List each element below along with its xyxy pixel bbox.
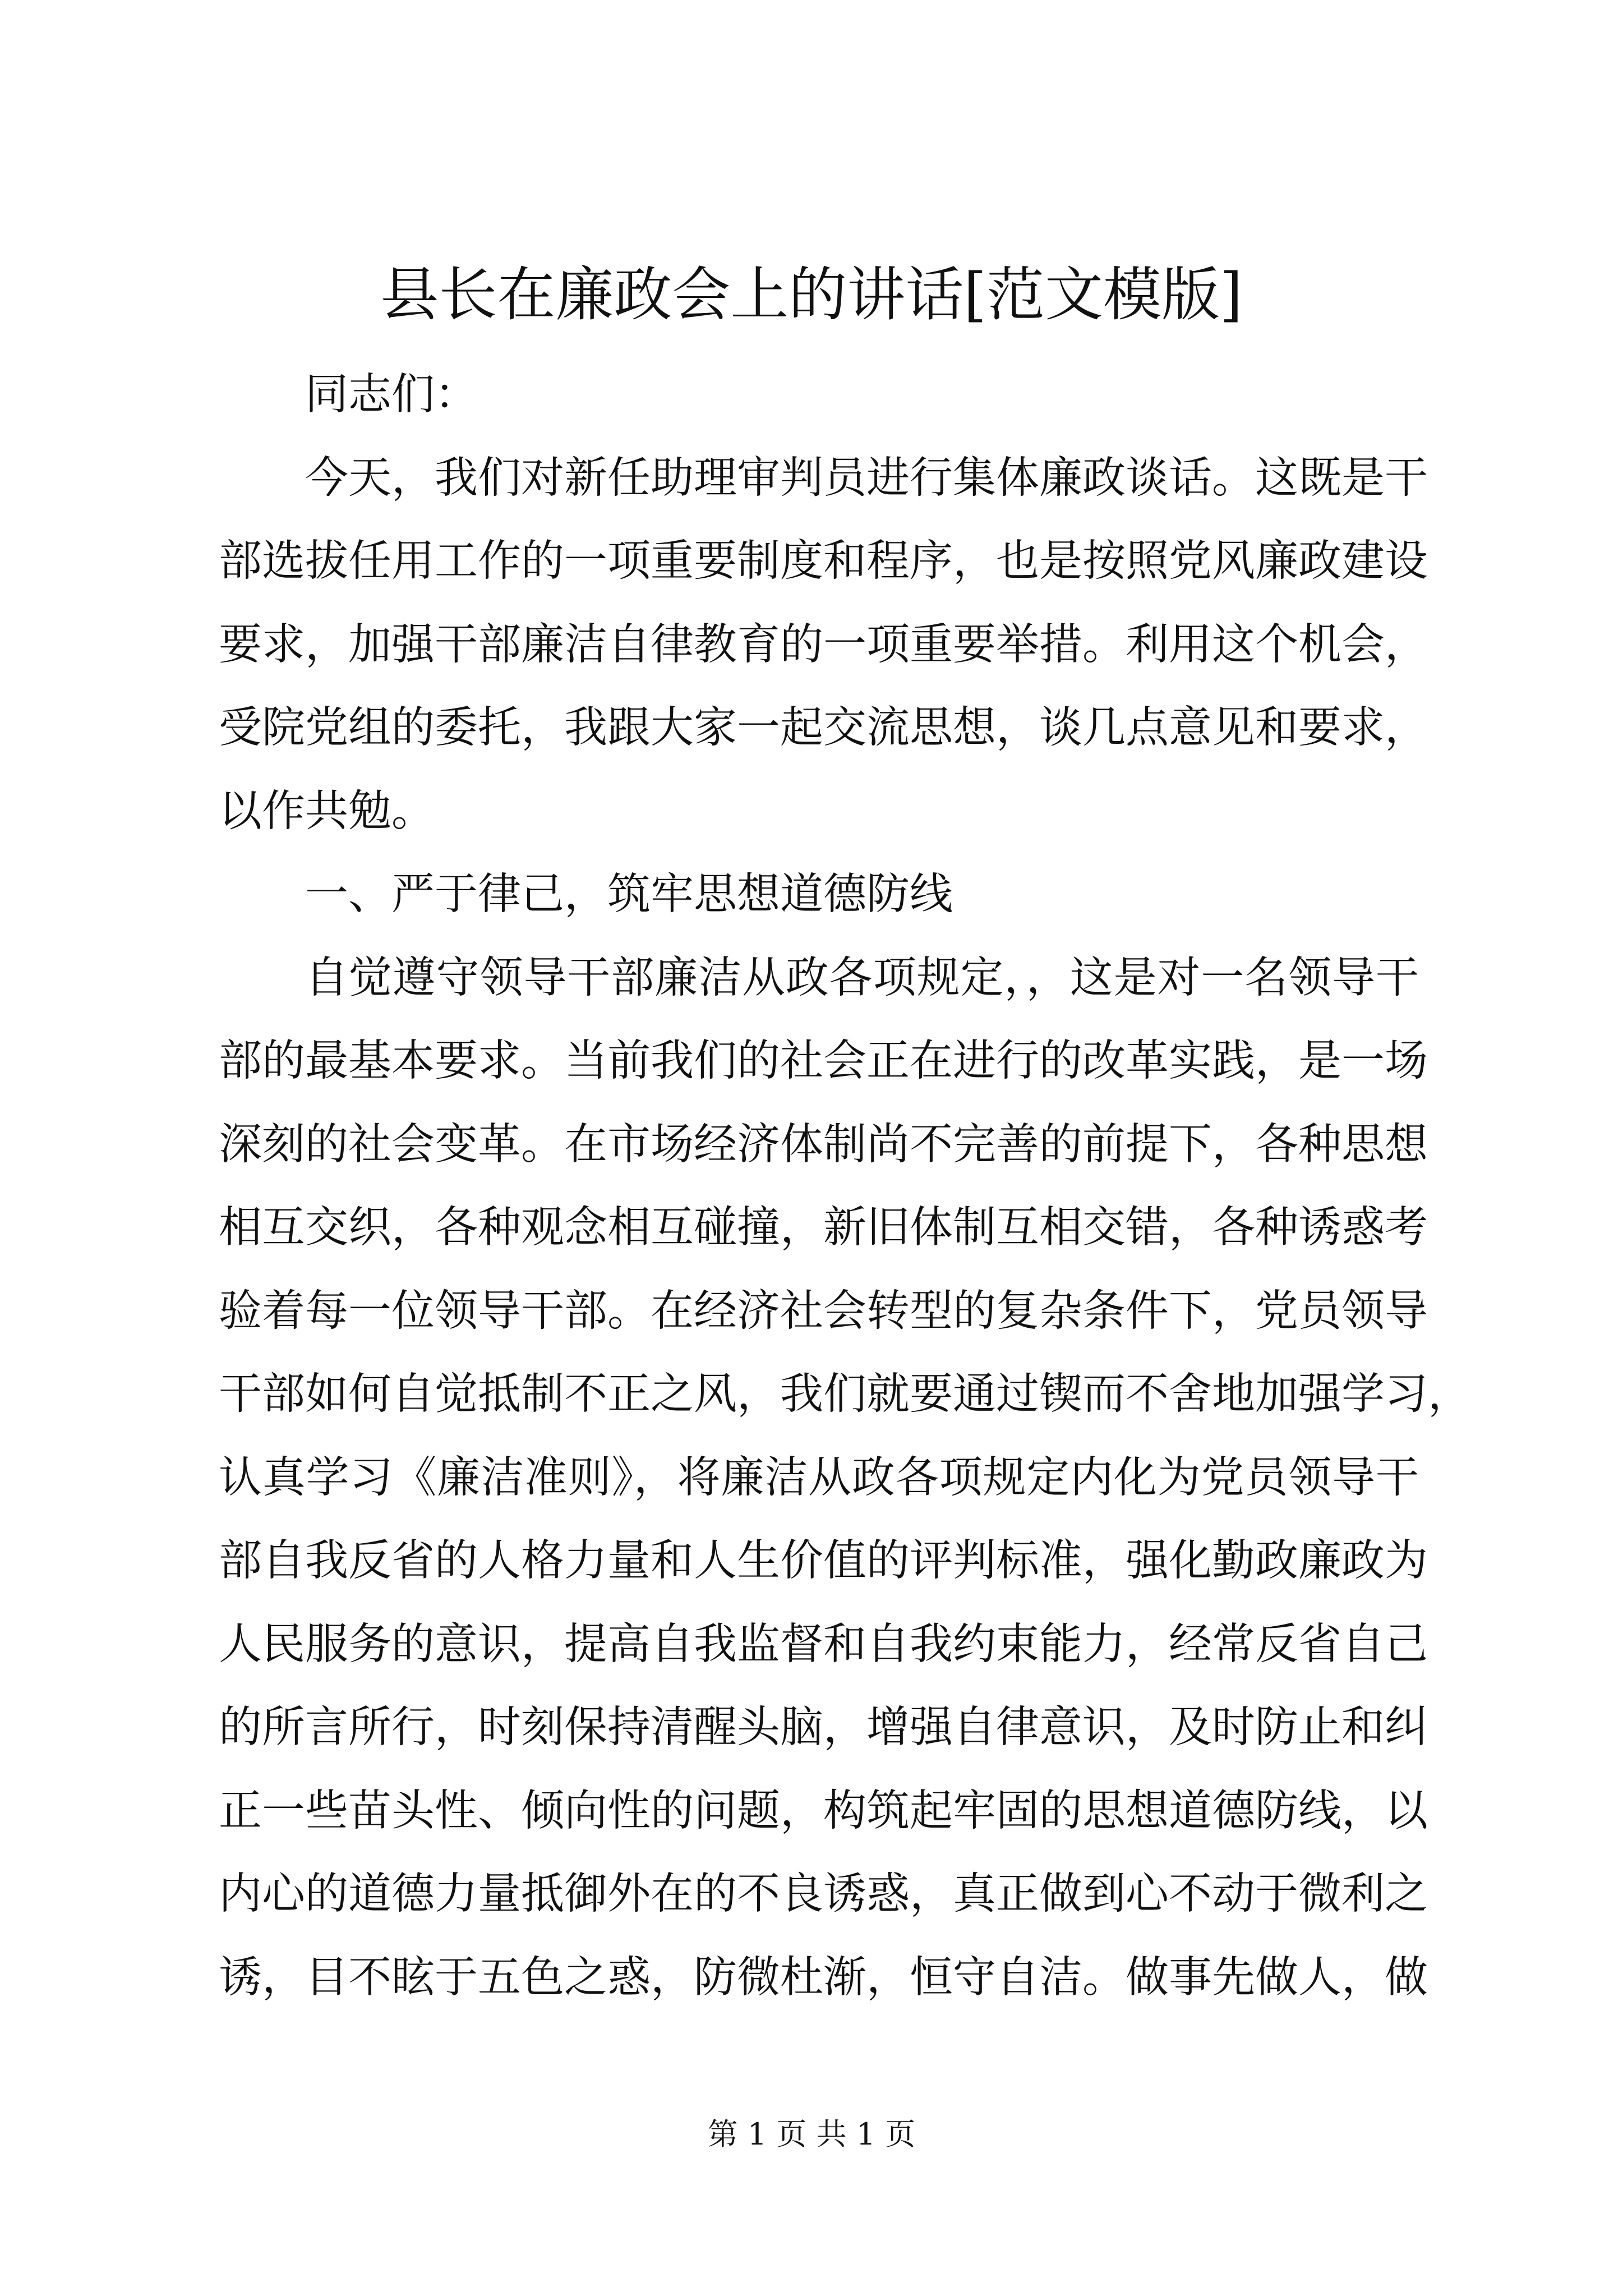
paragraph-line: 以作共勉。 <box>219 786 435 836</box>
paragraph-line: 部的最基本要求。当前我们的社会正在进行的改革实践，是一场 <box>219 1036 1428 1086</box>
salutation-text: 同志们： <box>305 370 478 420</box>
page-footer: 第 1 页 共 1 页 <box>707 2116 916 2152</box>
paragraph-line: 的所言所行，时刻保持清醒头脑，增强自律意识，及时防止和纠 <box>219 1703 1428 1752</box>
paragraph-1 <box>219 437 1428 854</box>
paragraph-line: 正一些苗头性、倾向性的问题，构筑起牢固的思想道德防线，以 <box>219 1786 1428 1836</box>
section-heading <box>219 853 1419 937</box>
paragraph-line: 诱，目不眩于五色之惑，防微杜渐，恒守自洁。做事先做人，做 <box>219 1952 1428 2003</box>
paragraph-line: 人民服务的意识，提高自我监督和自我约束能力，经常反省自己 <box>219 1619 1428 1669</box>
paragraph-line: 内心的道德力量抵御外在的不良诱惑，真正做到心不动于微利之 <box>219 1869 1428 1919</box>
section-heading-text: 一、严于律己，筑牢思想道德防线 <box>305 869 953 919</box>
paragraph-line: 验着每一位领导干部。在经济社会转型的复杂条件下，党员领导 <box>219 1286 1428 1336</box>
paragraph-line: 今天，我们对新任助理审判员进行集体廉政谈话。这既是干 <box>305 453 1428 503</box>
paragraph-line: 深刻的社会变革。在市场经济体制尚不完善的前提下，各种思想 <box>219 1119 1428 1170</box>
paragraph-line: 部自我反省的人格力量和人生价值的评判标准，强化勤政廉政为 <box>219 1536 1428 1586</box>
paragraph-line: 部选拔任用工作的一项重要制度和程序，也是按照党风廉政建设 <box>219 536 1428 586</box>
salutation <box>219 353 1419 437</box>
paragraph-line: 认真学习《廉洁准则》，将廉洁从政各项规定内化为党员领导干 <box>219 1452 1419 1503</box>
paragraph-2 <box>219 937 1471 2020</box>
paragraph-line: 干部如何自觉抵制不正之风，我们就要通过锲而不舍地加强学习， <box>219 1369 1471 1419</box>
paragraph-line: 相互交织，各种观念相互碰撞，新旧体制互相交错，各种诱惑考 <box>219 1203 1428 1253</box>
document-title: 县长在廉政会上的讲话[范文模版] <box>380 260 1243 329</box>
document-body <box>219 353 1471 2019</box>
paragraph-line: 自觉遵守领导干部廉洁从政各项规定，，这是对一名领导干 <box>305 953 1419 1003</box>
paragraph-line: 受院党组的委托，我跟大家一起交流思想，谈几点意见和要求， <box>219 703 1428 753</box>
paragraph-line: 要求，加强干部廉洁自律教育的一项重要举措。利用这个机会， <box>219 619 1428 670</box>
